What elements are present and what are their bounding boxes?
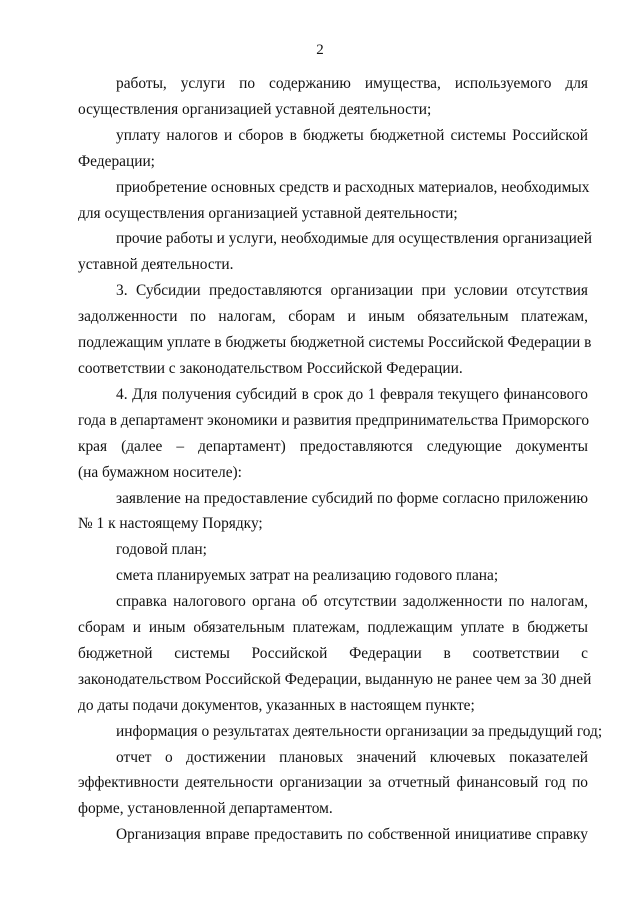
text-line: эффективности деятельности организации за отчетный финансовый год по (78, 774, 588, 792)
text-line: (на бумажном носителе): (78, 463, 242, 481)
text-line: года в департамент экономики и развития предпринимательства Приморского (78, 411, 590, 429)
text-line: уставной деятельности. (78, 256, 234, 274)
text-line: бюджетной системы Российской Федерации в соответствии с (78, 644, 588, 662)
document-body (78, 71, 603, 848)
page-number: 2 (316, 42, 324, 58)
text-line: до даты подачи документов, указанных в настоящем пункте; (78, 696, 475, 714)
text-line: работы, услуги по содержанию имущества, используемого для (116, 75, 588, 92)
text-line: прочие работы и услуги, необходимые для осуществления организацией (116, 230, 592, 248)
text-line: Федерации; (78, 152, 155, 170)
text-line: № 1 к настоящему Порядку; (78, 515, 263, 533)
text-line: сборам и иным обязательным платежам, подлежащим уплате в бюджеты (78, 619, 588, 637)
text-line: 4. Для получения субсидий в срок до 1 февраля текущего финансового (116, 385, 588, 403)
text-line: отчет о достижении плановых значений ключевых показателей (116, 748, 588, 766)
text-line: законодательством Российской Федерации, выданную не ранее чем за 30 дней (78, 670, 592, 688)
text-line: края (далее – департамент) предоставляются следующие документы (78, 437, 588, 455)
text-line: информация о результатах деятельности организации за предыдущий год; (116, 722, 603, 740)
text-line: Организация вправе предоставить по собственной инициативе справку (116, 826, 588, 844)
text-line: задолженности по налогам, сборам и иным обязательным платежам, (78, 308, 588, 326)
text-line: уплату налогов и сборов в бюджеты бюджетной системы Российской (116, 126, 588, 144)
text-line: годовой план; (116, 541, 207, 559)
text-line: подлежащим уплате в бюджеты бюджетной системы Российской Федерации в (78, 334, 592, 352)
text-line: для осуществления организацией уставной деятельности; (78, 204, 458, 222)
text-line: приобретение основных средств и расходных материалов, необходимых (116, 178, 590, 196)
text-line: осуществления организацией уставной деятельности; (78, 100, 432, 118)
text-line: заявление на предоставление субсидий по форме согласно приложению (116, 489, 588, 507)
text-line: справка налогового органа об отсутствии задолженности по налогам, (116, 593, 588, 611)
text-line: 3. Субсидии предоставляются организации при условии отсутствия (116, 282, 588, 300)
text-line: форме, установленной департаментом. (78, 800, 333, 818)
text-line: смета планируемых затрат на реализацию годового плана; (116, 567, 499, 585)
text-line: соответствии с законодательством Российской Федерации. (78, 359, 463, 377)
